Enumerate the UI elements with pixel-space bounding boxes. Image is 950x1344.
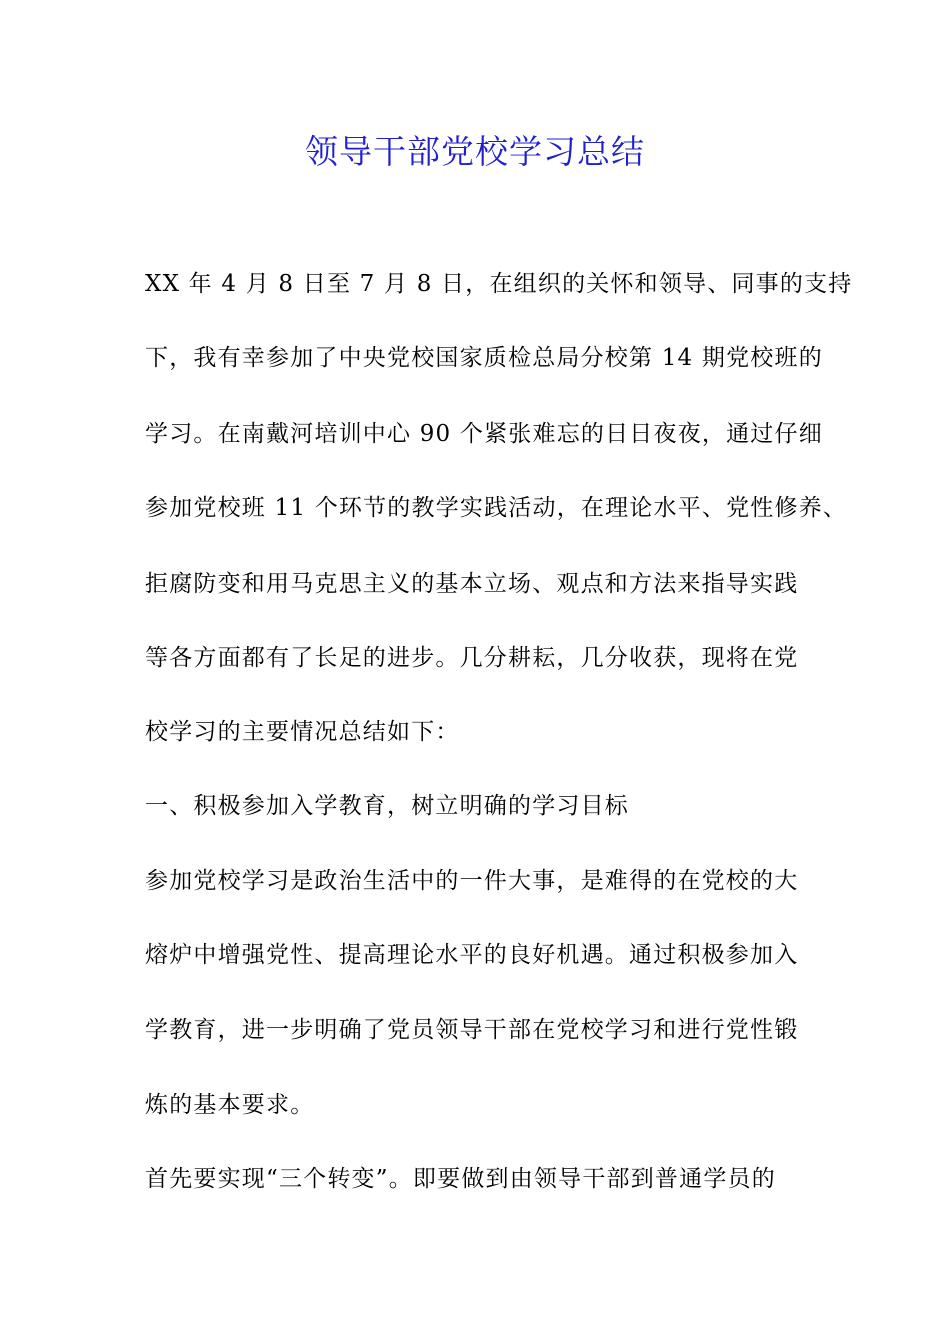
body-line-11: 学教育，进一步明确了党员领导干部在党校学习和进行党性锻 [145, 1017, 799, 1043]
body-line-9: 参加党校学习是政治生活中的一件大事，是难得的在党校的大 [145, 868, 799, 894]
document-title: 领导干部党校学习总结 [305, 132, 645, 171]
body-line-13: 首先要实现“三个转变”。即要做到由领导干部到普通学员的 [145, 1166, 776, 1192]
body-line-5: 拒腐防变和用马克思主义的基本立场、观点和方法来指导实践 [145, 571, 799, 597]
body-line-7: 校学习的主要情况总结如下： [145, 719, 460, 745]
body-line-1: XX 年 4 月 8 日至 7 月 8 日，在组织的关怀和领导、同事的支持 [145, 271, 853, 297]
body-line-3: 学习。在南戴河培训中心 90 个紧张难忘的日日夜夜，通过仔细 [145, 421, 823, 447]
body-line-10: 熔炉中增强党性、提高理论水平的良好机遇。通过积极参加入 [145, 942, 799, 968]
body-line-4: 参加党校班 11 个环节的教学实践活动，在理论水平、党性修养、 [145, 495, 848, 521]
body-line-2: 下，我有幸参加了中央党校国家质检总局分校第 14 期党校班的 [145, 345, 823, 371]
body-line-6: 等各方面都有了长足的进步。几分耕耘，几分收获，现将在党 [145, 645, 799, 671]
section-heading-1: 一、积极参加入学教育，树立明确的学习目标 [145, 793, 629, 819]
body-line-12: 炼的基本要求。 [145, 1092, 315, 1118]
